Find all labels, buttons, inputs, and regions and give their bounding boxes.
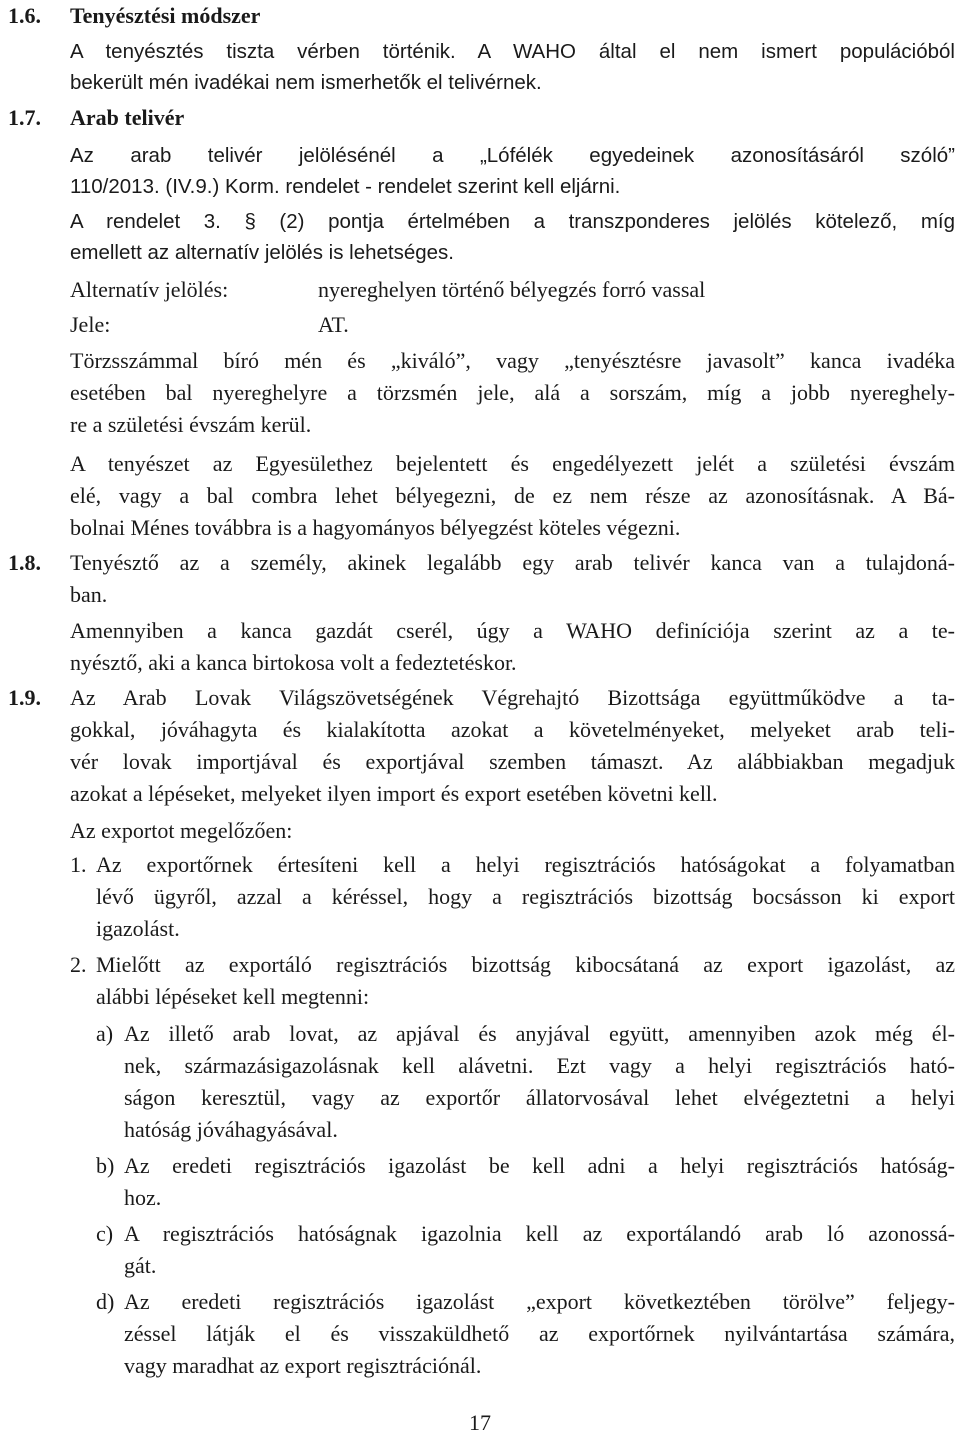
sublist-item-line: vagy maradhat az export regisztrációnál. (124, 1353, 482, 1378)
list-marker: 2. (70, 952, 87, 977)
section-number-1-7: 1.7. (8, 105, 41, 130)
sublist-item-line: A regisztrációs hatóságnak igazolnia kell az exportálandó arab ló azonossá- (124, 1221, 955, 1246)
sublist-item-line: Az illető arab lovat, az apjával és anyjával együtt, amennyiben azok még él- (124, 1021, 955, 1046)
list-item-line: Az exportőrnek értesíteni kell a helyi regisztrációs hatóságokat a folyamatban (96, 852, 955, 877)
text-line: gokkal, jóváhagyta és kialakította azokat a követelményeket, melyeket arab teli- (70, 717, 955, 742)
sublist-item-line: nek, származásigazolásnak kell alávetni. Ezt vagy a helyi regisztrációs ható- (124, 1053, 955, 1078)
text-line: emellett az alternatív jelölés is lehetséges. (70, 241, 455, 264)
text-line: Tenyésztő az a személy, akinek legalább egy arab telivér kanca van a tulajdoná- (70, 550, 955, 575)
list-marker: 1. (70, 852, 87, 877)
pre-export-heading: Az exportot megelőzően: (70, 818, 293, 843)
section-title-1-7: Arab telivér (70, 105, 185, 130)
sublist-item-line: Az eredeti regisztrációs igazolást be kell adni a helyi regisztrációs hatóság- (124, 1153, 955, 1178)
text-line: Törzsszámmal bíró mén és „kiváló”, vagy „tenyésztésre javasolt” kanca ivadéka (70, 348, 955, 373)
text-line: A rendelet 3. § (2) pontja értelmében a transzponderes jelölés kötelező, míg (70, 210, 955, 233)
text-line: Az arab telivér jelölésénél a „Lófélék egyedeinek azonosításáról szóló” (70, 144, 955, 167)
sublist-item-line: gát. (124, 1253, 157, 1278)
text-line: re a születési évszám kerül. (70, 412, 312, 437)
text-line: A tenyésztés tiszta vérben történik. A WAHO által el nem ismert populációból (70, 40, 955, 63)
text-line: ban. (70, 582, 108, 607)
list-item-line: lévő ügyről, azzal a kéréssel, hogy a regisztrációs bizottság bocsásson ki export (96, 884, 955, 909)
sublist-item-line: Az eredeti regisztrációs igazolást „export következtében törölve” feljegy- (124, 1289, 955, 1314)
section-title-1-6: Tenyésztési módszer (70, 3, 261, 28)
list-item-line: alábbi lépéseket kell megtenni: (96, 984, 370, 1009)
mark-value: AT. (318, 312, 349, 337)
text-line: esetében bal nyereghelyre a törzsmén jele, alá a sorszám, míg a jobb nyereghely- (70, 380, 955, 405)
text-line: nyésztő, aki a kanca birtokosa volt a fedeztetéskor. (70, 650, 517, 675)
section-number-1-9: 1.9. (8, 685, 41, 710)
list-item-line: Mielőtt az exportáló regisztrációs bizottság kibocsátaná az export igazolást, az (96, 952, 955, 977)
text-line: Az Arab Lovak Világszövetségének Végrehajtó Bizottsága együttműködve a ta- (70, 685, 955, 710)
sublist-marker: c) (96, 1221, 114, 1246)
section-number-1-8: 1.8. (8, 550, 41, 575)
section-number-1-6: 1.6. (8, 3, 41, 28)
sublist-item-line: hoz. (124, 1185, 162, 1210)
text-line: 110/2013. (IV.9.) Korm. rendelet - rendelet szerint kell eljárni. (70, 175, 621, 198)
sublist-item-line: hatóság jóváhagyásával. (124, 1117, 338, 1142)
sublist-item-line: zéssel látják el és visszaküldhető az exportőrnek nyilvántartása számára, (124, 1321, 955, 1346)
text-line: A tenyészet az Egyesülethez bejelentett és engedélyezett jelét a születési évszám (70, 451, 955, 476)
sublist-marker: b) (96, 1153, 115, 1178)
mark-label: Jele: (70, 312, 111, 337)
sublist-marker: a) (96, 1021, 114, 1046)
text-line: vér lovak importjával és exportjával szemben támaszt. Az alábbiakban megadjuk (70, 749, 955, 774)
sublist-item-line: ságon keresztül, vagy az exportőr állatorvosával lehet elvégeztetni a helyi (124, 1085, 955, 1110)
alternative-marking-label: Alternatív jelölés: (70, 277, 229, 302)
text-line: bekerült mén ivadékai nem ismerhetők el telivérnek. (70, 71, 542, 94)
alternative-marking-value: nyereghelyen történő bélyegzés forró vassal (318, 277, 706, 302)
text-line: Amennyiben a kanca gazdát cserél, úgy a WAHO definíciója szerint az a te- (70, 618, 955, 643)
text-line: azokat a lépéseket, melyeket ilyen import és export esetében követni kell. (70, 781, 718, 806)
list-item-line: igazolást. (96, 916, 180, 941)
page-number: 17 (469, 1410, 491, 1435)
sublist-marker: d) (96, 1289, 115, 1314)
text-line: elé, vagy a bal combra lehet bélyegezni, de ez nem része az azonosításnak. A Bá- (70, 483, 955, 508)
text-line: bolnai Ménes továbbra is a hagyományos bélyegzést köteles végezni. (70, 515, 681, 540)
